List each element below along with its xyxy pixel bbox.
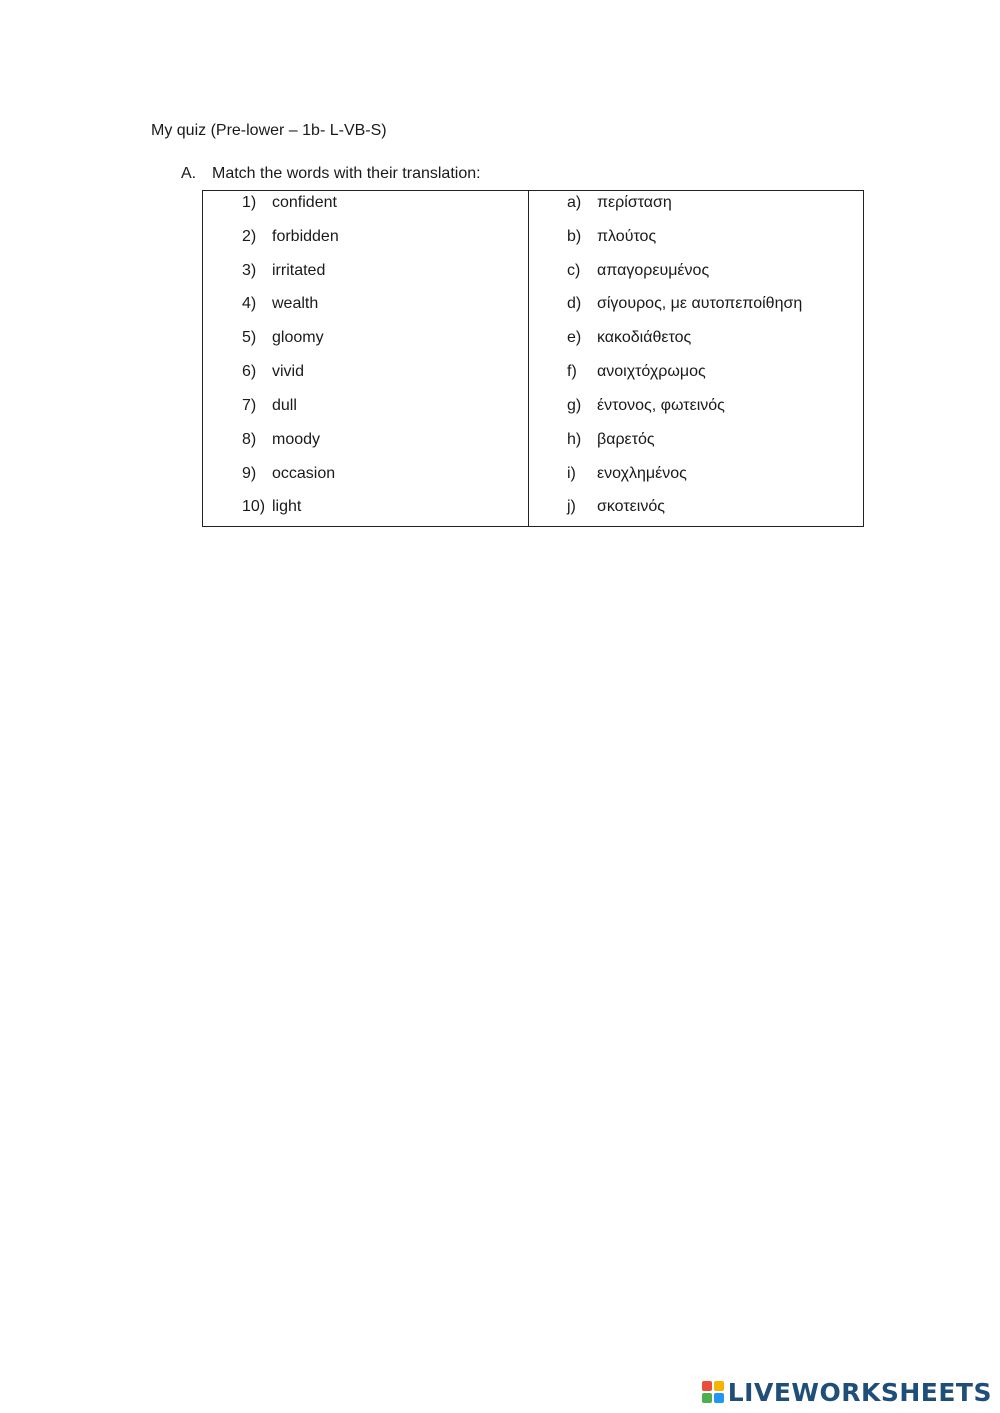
translation-letter: j) [567, 498, 576, 515]
word-item [242, 463, 335, 487]
liveworksheets-logo-icon [702, 1381, 724, 1403]
word-item [242, 260, 325, 284]
section-heading [181, 164, 481, 184]
translation-item [567, 192, 672, 216]
translations-column [529, 191, 863, 526]
word-item [242, 192, 337, 216]
translation-letter: g) [567, 397, 582, 414]
translation-text: έντονος, φωτεινός [597, 397, 725, 414]
matching-table [202, 190, 864, 527]
word-item [242, 293, 318, 317]
translation-letter: i) [567, 465, 576, 482]
translation-letter: a) [567, 194, 582, 211]
word-text: confident [272, 194, 337, 211]
word-number: 10) [242, 498, 266, 515]
translation-item [567, 293, 802, 317]
word-text: light [272, 498, 302, 515]
word-number: 8) [242, 431, 257, 448]
section-letter: A. [181, 165, 197, 182]
translation-text: περίσταση [597, 194, 672, 211]
translation-letter: d) [567, 295, 582, 312]
logo-square-blue [714, 1393, 724, 1403]
word-text: moody [272, 431, 321, 448]
translation-text: ενοχλημένος [597, 465, 687, 482]
word-text: forbidden [272, 228, 339, 245]
word-number: 1) [242, 194, 257, 211]
word-text: gloomy [272, 329, 324, 346]
word-text: wealth [272, 295, 319, 312]
translation-item [567, 429, 655, 453]
word-item [242, 496, 301, 520]
word-text: dull [272, 397, 297, 414]
word-item [242, 429, 320, 453]
translation-text: ανοιχτόχρωμος [597, 363, 706, 380]
logo-square-yellow [714, 1381, 724, 1391]
translation-text: κακοδιάθετος [597, 329, 692, 346]
section-instruction: Match the words with their translation: [212, 165, 481, 182]
translation-text: βαρετός [597, 431, 655, 448]
translation-letter: b) [567, 228, 582, 245]
brand-name: LIVEWORKSHEETS [727, 1377, 992, 1407]
translation-letter: e) [567, 329, 582, 346]
translation-item [567, 327, 691, 351]
logo-square-green [702, 1393, 712, 1403]
word-item [242, 327, 324, 351]
words-column [203, 191, 529, 526]
translation-text: απαγορευμένος [597, 262, 710, 279]
word-text: irritated [272, 262, 326, 279]
liveworksheets-branding[interactable] [702, 1377, 992, 1407]
word-item [242, 361, 304, 385]
translation-item [567, 395, 725, 419]
translation-text: πλούτος [597, 228, 657, 245]
translation-letter: c) [567, 262, 581, 279]
word-number: 9) [242, 465, 257, 482]
word-number: 4) [242, 295, 257, 312]
word-number: 6) [242, 363, 257, 380]
word-number: 5) [242, 329, 257, 346]
word-text: occasion [272, 465, 336, 482]
word-number: 2) [242, 228, 257, 245]
translation-text: σίγουρος, με αυτοπεποίθηση [597, 295, 803, 312]
translation-item [567, 226, 656, 250]
word-item [242, 395, 297, 419]
translation-letter: f) [567, 363, 577, 380]
translation-letter: h) [567, 431, 582, 448]
translation-item [567, 361, 706, 385]
logo-square-red [702, 1381, 712, 1391]
word-text: vivid [272, 363, 305, 380]
translation-item [567, 463, 687, 487]
translation-item [567, 496, 665, 520]
word-number: 3) [242, 262, 257, 279]
word-item [242, 226, 339, 250]
quiz-title: My quiz (Pre-lower – 1b- L-VB-S) [151, 122, 387, 139]
translation-text: σκοτεινός [597, 498, 665, 515]
translation-item [567, 260, 709, 284]
word-number: 7) [242, 397, 257, 414]
